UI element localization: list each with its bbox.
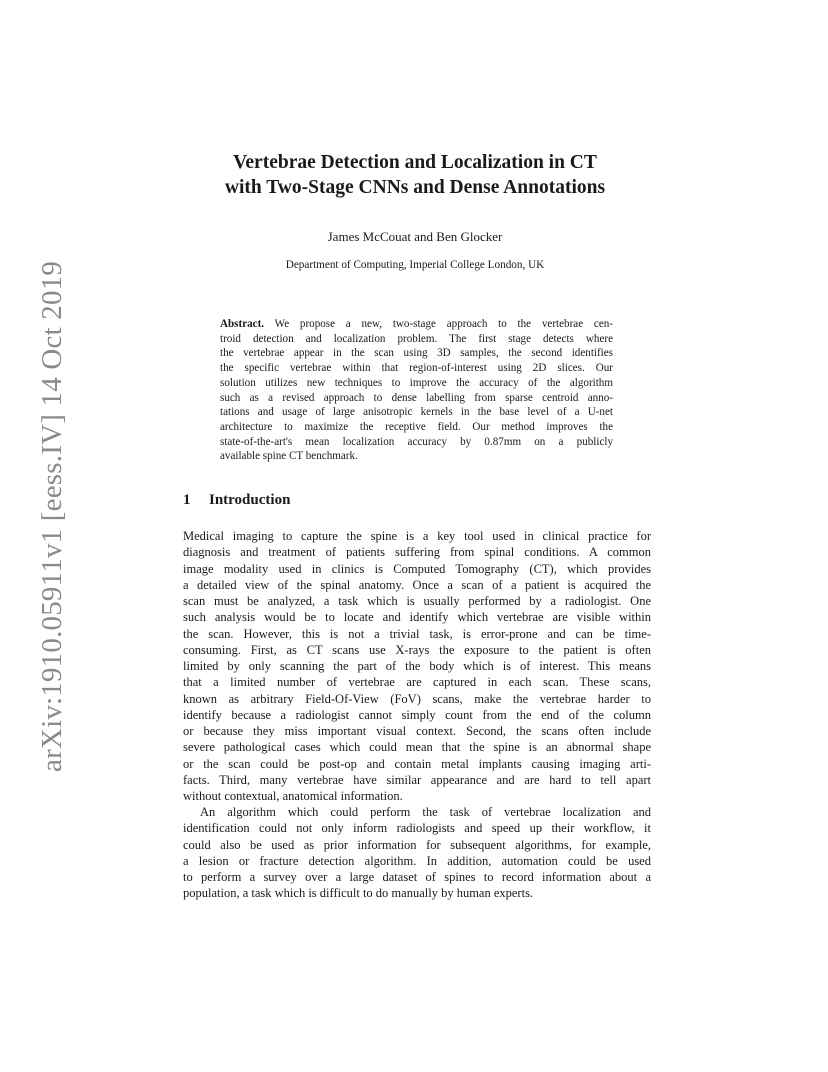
abstract-line: available spine CT benchmark. bbox=[220, 450, 358, 463]
author-list: James McCouat and Ben Glocker bbox=[327, 229, 503, 244]
abstract-label: Abstract. bbox=[220, 318, 265, 330]
paper-title bbox=[150, 150, 680, 200]
arxiv-identifier-stamp: arXiv:1910.05911v1 [eess.IV] 14 Oct 2019 bbox=[36, 260, 68, 772]
paragraph-line: population, a task which is difficult to do manually by human experts. bbox=[183, 886, 534, 901]
affiliation: Department of Computing, Imperial College London, UK bbox=[285, 259, 545, 271]
paragraph-line: the scan. However, this is not a trivial task, is error-prone and can be time- bbox=[183, 626, 651, 641]
paragraph-line: without contextual, anatomical information. bbox=[183, 789, 403, 804]
paragraph-line: image modality used in clinics is Computed Tomography (CT), which provides bbox=[183, 561, 651, 576]
paragraph-line: consuming. First, as CT scans use X-rays the exposure to the patient is often bbox=[183, 642, 651, 657]
abstract-line: state-of-the-art's mean localization accuracy by 0.87mm on a publicly bbox=[220, 435, 613, 448]
paragraph-line: diagnosis and treatment of patients suffering from spinal conditions. A common bbox=[183, 545, 651, 560]
intro-paragraph-2 bbox=[183, 804, 651, 902]
paragraph-line: Medical imaging to capture the spine is a key tool used in clinical practice for bbox=[183, 529, 651, 543]
section-heading-introduction bbox=[183, 492, 290, 509]
paragraph-line: that a limited number of vertebrae are captured in each scan. These scans, bbox=[183, 675, 651, 690]
paragraph-line: limited by only scanning the part of the body which is of interest. This means bbox=[183, 659, 651, 674]
abstract-line: the specific vertebrae within that region-of-interest using 2D slices. Our bbox=[220, 362, 613, 375]
abstract-line: tations and usage of large anisotropic kernels in the base level of a U-net bbox=[220, 406, 613, 419]
abstract-line: the vertebrae appear in the scan using 3D samples, the second identifies bbox=[220, 347, 613, 360]
abstract-line: solution utilizes new techniques to improve the accuracy of the algorithm bbox=[220, 376, 613, 389]
paragraph-line: identify because a radiologist cannot simply count from the end of the column bbox=[183, 707, 651, 722]
intro-paragraph-1 bbox=[183, 528, 651, 805]
paragraph-line: a detailed view of the spinal anatomy. Once a scan of a patient is acquired the bbox=[183, 577, 651, 592]
paragraph-line: scan must be analyzed, a task which is usually performed by a radiologist. One bbox=[183, 594, 651, 609]
paragraph-line: identification could not only inform radiologists and speed up their workflow, it bbox=[183, 821, 651, 836]
paragraph-line: such analysis would be to locate and identify which vertebrae are visible within bbox=[183, 610, 651, 625]
paragraph-line: An algorithm which could perform the task of vertebrae localization and bbox=[200, 805, 651, 819]
paragraph-line: to perform a survey over a large dataset of spines to record information about a bbox=[183, 870, 651, 885]
abstract-line: troid detection and localization problem. The first stage detects where bbox=[220, 332, 613, 345]
title-line: Vertebrae Detection and Localization in CT bbox=[233, 152, 597, 173]
title-line: with Two-Stage CNNs and Dense Annotations bbox=[224, 177, 606, 198]
paragraph-line: a lesion or fracture detection algorithm. In addition, automation could be used bbox=[183, 853, 651, 868]
paragraph-line: or because they miss important visual context. Second, the scans often include bbox=[183, 724, 651, 739]
paragraph-line: or the scan could be post-op and contain metal implants causing imaging arti- bbox=[183, 756, 651, 771]
section-title: Introduction bbox=[209, 492, 291, 508]
paragraph-line: could also be used as prior information for subsequent algorithms, for example, bbox=[183, 837, 651, 852]
section-number: 1 bbox=[183, 492, 191, 508]
abstract-line: architecture to maximize the receptive field. Our method improves the bbox=[220, 420, 613, 433]
abstract-line bbox=[220, 317, 613, 332]
abstract bbox=[220, 317, 613, 464]
paragraph-line: facts. Third, many vertebrae have similar appearance and are hard to tell apart bbox=[183, 772, 651, 787]
paragraph-line: severe pathological cases which could mean that the spine is an abnormal shape bbox=[183, 740, 651, 755]
abstract-line-text: We propose a new, two-stage approach to the vertebrae cen- bbox=[264, 318, 613, 330]
abstract-line: such as a revised approach to dense labelling from sparse centroid anno- bbox=[220, 391, 613, 404]
paragraph-line: known as arbitrary Field-Of-View (FoV) scans, make the vertebrae harder to bbox=[183, 691, 651, 706]
